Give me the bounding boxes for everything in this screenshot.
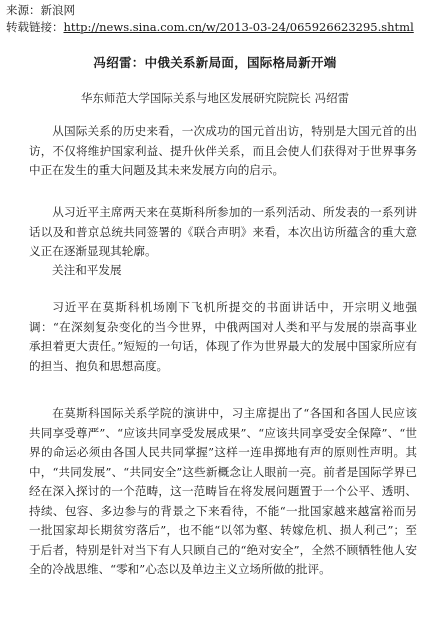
- paragraph-3: 习近平在莫斯科机场刚下飞机所提交的书面讲话中，开宗明义地强调：“在深刻复杂变化的当今世界，中俄两国对人类和平与发展的崇高事业承担着更大责任。”短短的一句话，体现了作为世界最大的发展中国家所应有的担当、抱负和思想高度。: [29, 300, 417, 373]
- source-row: [6, 2, 414, 19]
- source-label: 来源：: [6, 3, 41, 17]
- source-value: 新浪网: [40, 3, 75, 17]
- reprint-link-label: 转载链接：: [6, 20, 64, 34]
- article-meta: [6, 2, 414, 36]
- paragraph-1: 从国际关系的历史来看，一次成功的国元首出访，特别是大国元首的出访，不仅将维护国家利益、提升伙伴关系，而且会使人们获得对于世界事务中正在发生的重大问题及其未来发展方向的启示。: [29, 124, 417, 177]
- paragraph-4: 在莫斯科国际关系学院的演讲中，习主席提出了“各国和各国人民应该共同享受尊严”、“应该共同享受发展成果”、“应该共同享受安全保障”、“世界的命运必须由各国人民共同掌握”这样一连串掷地有声的原则性声明。其中，“共同发展”、“共同安全”这些新概念让人眼前一亮。前者是国际学界已经在深入探讨的一个范畴，这一范畴旨在将发展问题置于一个公平、透明、持续、包容、多边参与的背景之下来看待，不能“一批国家越来越富裕而另一批国家却长期贫穷落后”，也不能“以邻为壑、转嫁危机、损人利己”；至于后者，特别是针对当下有人只顾自己的“绝对安全”，全然不顾牺牲他人安全的冷战思维、“零和”心态以及单边主义立场所做的批评。: [29, 406, 417, 576]
- article-byline: 华东师范大学国际关系与地区发展研究院院长 冯绍雷: [80, 91, 350, 105]
- section-heading: 关注和平发展: [52, 263, 122, 277]
- article-title: 冯绍雷：中俄关系新局面，国际格局新开端: [93, 55, 337, 70]
- reprint-link[interactable]: http://news.sina.com.cn/w/2013-03-24/065926623295.shtml: [63, 20, 414, 34]
- reprint-link-row: [6, 19, 414, 36]
- paragraph-2: 从习近平主席两天来在莫斯科所参加的一系列活动、所发表的一系列讲话以及和普京总统共同签署的《联合声明》来看，本次出访所蕴含的重大意义正在逐渐显现其轮廓。: [29, 205, 417, 258]
